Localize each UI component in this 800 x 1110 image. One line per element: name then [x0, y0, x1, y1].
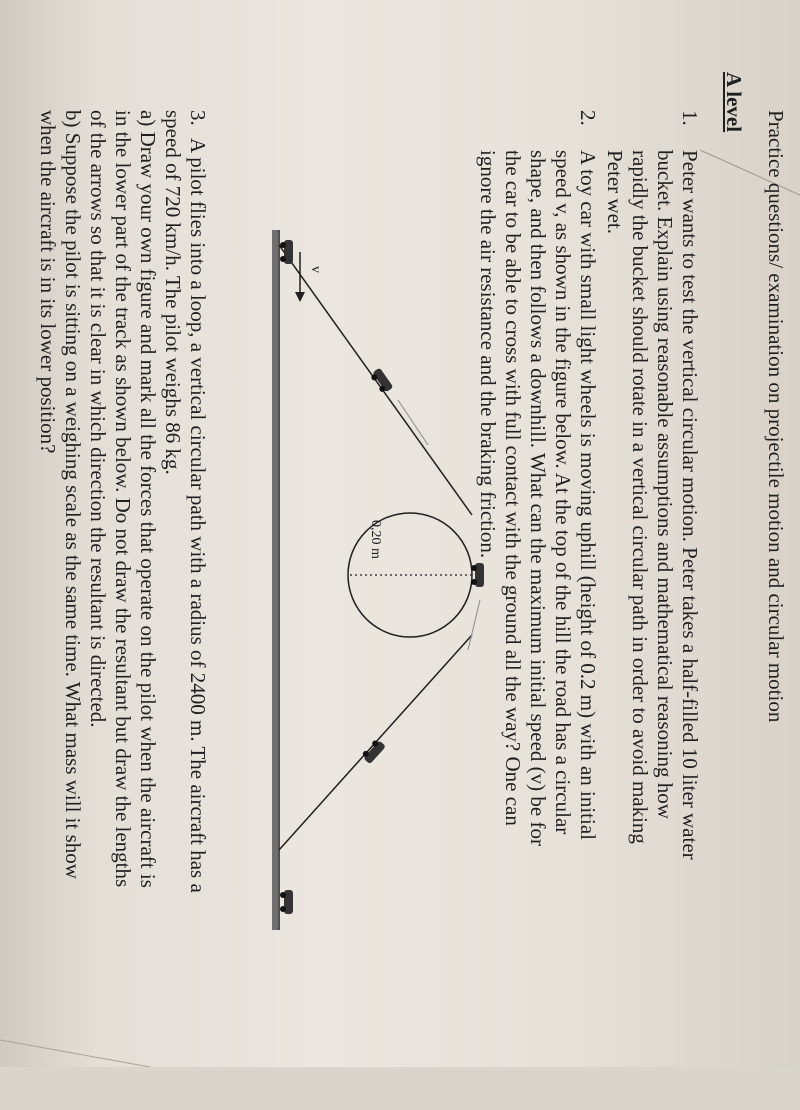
question-line: the car to be able to cross with full contact with the ground all the way? One can	[501, 150, 525, 826]
toy-car-icon	[280, 890, 293, 914]
page-title: Practice questions/ examination on projectile motion and circular motion	[764, 110, 788, 723]
question-line: b) Suppose the pilot is sitting on a weighing scale as the same time. What mass will it show	[61, 110, 85, 879]
question-number: 2.	[576, 110, 600, 126]
toy-car-icon	[369, 368, 393, 395]
toy-car-icon	[360, 738, 386, 765]
toy-car-icon	[471, 563, 484, 587]
motion-arrow-icon	[468, 600, 480, 650]
question-line: ignore the air resistance and the braking friction.	[476, 150, 500, 559]
ground-hatching	[272, 230, 278, 930]
motion-arrow-icon	[398, 400, 428, 445]
question-line: A toy car with small light wheels is moving uphill (height of 0.2 m) with an initial	[576, 150, 600, 841]
question-number: 3.	[186, 110, 210, 126]
question-line: rapidly the bucket should rotate in a vertical circular path in order to avoid making	[628, 150, 652, 844]
question-number: 1.	[678, 110, 702, 126]
question-line: speed v, as shown in the figure below. At the top of the hill the road has a circular	[551, 150, 575, 835]
question-line: in the lower part of the track as shown below. Do not draw the resultant but draw the lengths	[111, 110, 135, 888]
question-line: a) Draw your own figure and mark all the forces that operate on the pilot when the aircraft is	[136, 110, 160, 888]
question-line: Peter wants to test the vertical circular motion. Peter takes a half-filled 10 liter water	[678, 150, 702, 860]
question-line: bucket. Explain using reasonable assumptions and mathematical reasoning how	[653, 150, 677, 819]
velocity-label: v	[308, 266, 323, 273]
level-heading: A level	[722, 72, 746, 133]
velocity-arrow-icon	[295, 292, 305, 302]
question-line: A pilot flies into a loop, a vertical circular path with a radius of 2400 m. The aircraft has a	[186, 138, 210, 893]
height-label: 0,20 m	[368, 520, 383, 559]
question-line: of the arrows so that it is clear in which direction the resultant is directed.	[86, 110, 110, 728]
toy-car-icon	[280, 240, 293, 264]
hill-road-figure	[250, 230, 490, 930]
question-line: speed of 720 km/h. The pilot weighs 86 kg.	[161, 110, 185, 475]
question-line: Peter wet.	[603, 150, 627, 234]
question-line: shape, and then follows a downhill. What can the maximum initial speed (v) be for	[526, 150, 550, 846]
question-line: when the aircraft is in its lower position?	[36, 110, 60, 454]
